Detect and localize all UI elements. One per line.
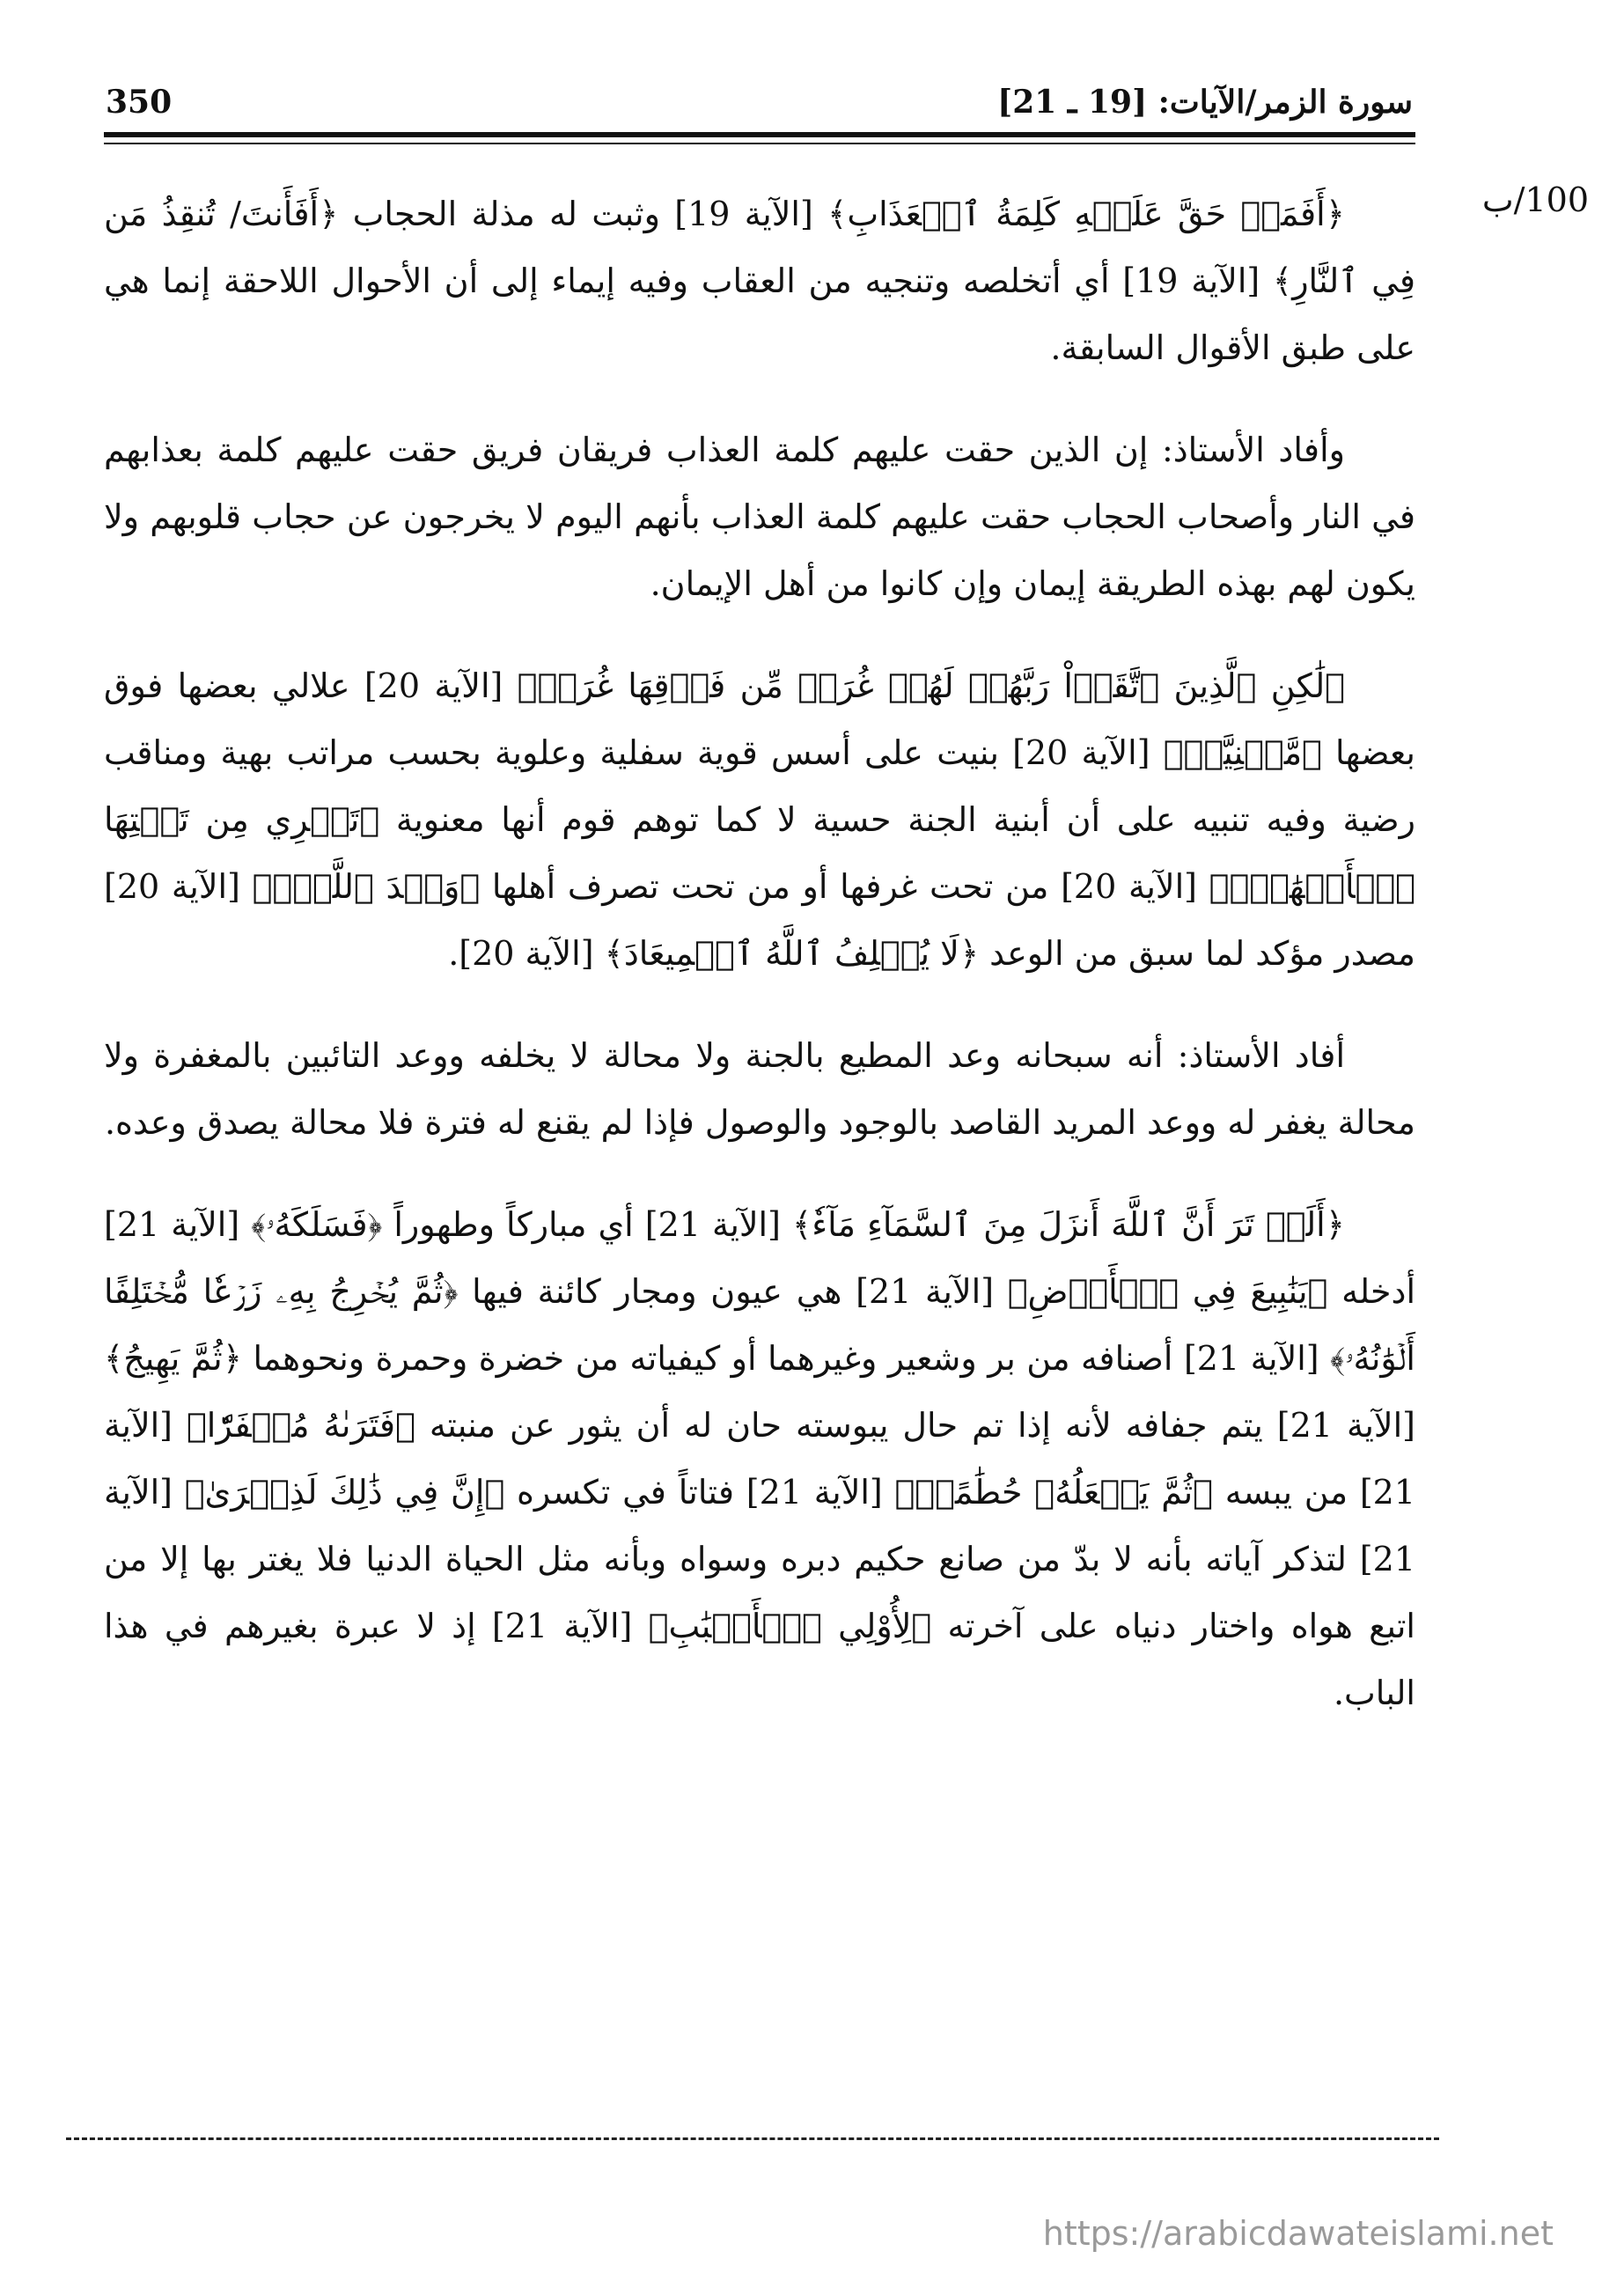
header-rule-thick xyxy=(104,132,1415,137)
header-rule-thin xyxy=(104,143,1415,144)
paragraph-3: ﴿لَٰكِنِ ٱلَّذِينَ ٱتَّقَوۡاْ رَبَّهُمۡ لَهُمۡ غُرَفٞ مِّن فَوۡقِهَا غُرَفٞ﴾ [الآية 20] علالي بعضها فوق بعضها ﴿مَّبۡنِيَّةٞ﴾ [الآية 20] بنيت على أسس قوية سفلية وعلوية بحسب مراتب بهية ومناقب رضية وفيه تنبيه على أن أبنية الجنة حسية لا كما توهم قوم أنها معنوية ﴿تَجۡرِي مِن تَحۡتِهَا ٱلۡأَنۡهَٰرُۖ﴾ [الآية 20] من تحت غرفها أو من تحت تصرف أهلها ﴿وَعۡدَ ٱللَّهِۖ﴾ [الآية 20] مصدر مؤكد لما سبق من الوعد ﴿لَا يُخۡلِفُ ٱللَّهُ ٱلۡمِيعَادَ﴾ [الآية 20]. xyxy=(104,666,1416,973)
page-number: 350 xyxy=(106,84,173,121)
footnote-separator xyxy=(66,2137,1439,2140)
paragraph-1: ﴿أَفَمَنۡ حَقَّ عَلَيۡهِ كَلِمَةُ ٱلۡعَذَابِ﴾ [الآية 19] وثبت له مذلة الحجاب ﴿أَفَأَنتَ/ تُنقِذُ مَن فِي ٱلنَّارِ﴾ [الآية 19] أي أتخلصه وتنجيه من العقاب وفيه إيماء إلى أن الأحوال اللاحقة إنما هي على طبق الأقوال السابقة. xyxy=(104,195,1415,367)
paragraph-5: ﴿أَلَمۡ تَرَ أَنَّ ٱللَّهَ أَنزَلَ مِنَ ٱلسَّمَآءِ مَآءٗ﴾ [الآية 21] أي مباركاً وطهوراً ﴿فَسَلَكَهُۥ﴾ [الآية 21] أدخله ﴿يَنَٰبِيعَ فِي ٱلۡأَرۡضِ﴾ [الآية 21] هي عيون ومجار كائنة فيها ﴿ثُمَّ يُخۡرِجُ بِهِۦ زَرۡعٗا مُّخۡتَلِفًا أَلۡوَٰنُهُۥ﴾ [الآية 21] أصنافه من بر وشعير وغيرهما أو كيفياته من خضرة وحمرة ونحوهما ﴿ثُمَّ يَهِيجُ﴾ [الآية 21] يتم جفافه لأنه إذا تم حال يبوسته حان له أن يثور عن منبته ﴿فَتَرَىٰهُ مُصۡفَرّٗا﴾ [الآية 21] من يبسه ﴿ثُمَّ يَجۡعَلُهُۥ حُطَٰمًاۚ﴾ [الآية 21] فتاتاً في تكسره ﴿إِنَّ فِي ذَٰلِكَ لَذِكۡرَىٰ﴾ [الآية 21] لتذكر آياته بأنه لا بدّ من صانع حكيم دبره وسواه وبأنه مثل الحياة الدنيا فلا يغتر بها إلا من اتبع هواه واختار دنياه على آخرته ﴿لِأُوْلِي ٱلۡأَلۡبَٰبِ﴾ [الآية 21] إذ لا عبرة بغيرهم في هذا الباب. xyxy=(104,1205,1416,1712)
watermark-url: https://arabicdawateislami.net xyxy=(1042,2214,1554,2253)
paragraph-4: أفاد الأستاذ: أنه سبحانه وعد المطيع بالجنة ولا محالة لا يخلفه ووعد التائبين بالمغفرة ولا محالة يغفر له ووعد المريد القاصد بالوجود والوصول فإذا لم يقنع له فترة فلا محالة يصدق وعده. xyxy=(104,1036,1415,1142)
running-title: سورة الزمر/الآيات: [19 ـ 21] xyxy=(997,84,1413,121)
manuscript-folio-note: 100/ب xyxy=(1481,180,1589,219)
paragraph-2: وأفاد الأستاذ: إن الذين حقت عليهم كلمة العذاب فريقان فريق حقت عليهم كلمة بعذابهم في النار وأصحاب الحجاب حقت عليهم كلمة العذاب بأنهم اليوم لا يخرجون عن حجاب قلوبهم ولا يكون لهم بهذه الطريقة إيمان وإن كانوا من أهل الإيمان. xyxy=(104,430,1415,603)
page-header xyxy=(106,84,1413,136)
body-text xyxy=(104,180,1415,1762)
